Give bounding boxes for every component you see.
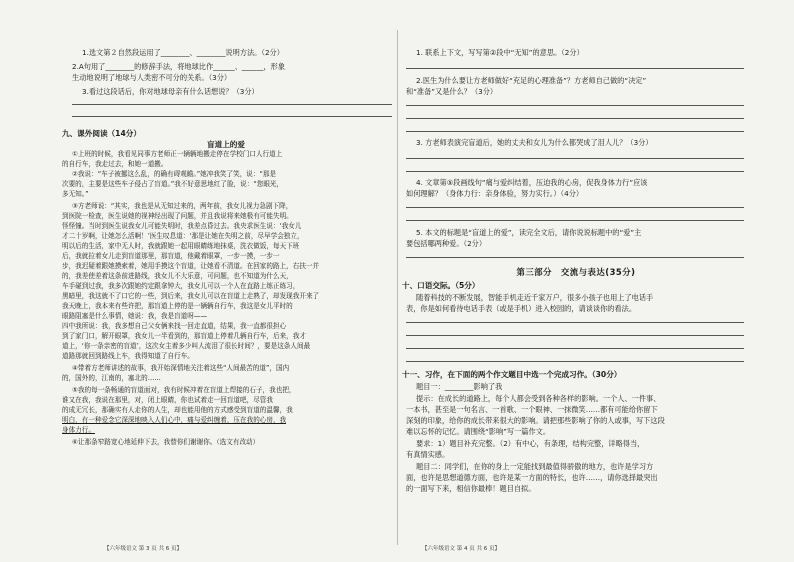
speaking-prompt-line: 表，你是如何看待电话手表（或是手机）进入校园的，请谈谈你的看法。 bbox=[406, 304, 637, 313]
paragraph-line: 四中我所说：我，我多想自己父女俩来找一回走直道，结果，我一直都很担心 bbox=[62, 322, 287, 330]
answer-line bbox=[72, 104, 392, 105]
topic-1-requirement: 有真情实感。 bbox=[406, 450, 450, 459]
paragraph-line: ⑥让那条窄路宽心地延伸下去，我替你们谢谢你。（选文有改动） bbox=[72, 438, 260, 446]
topic-1-hint-line: 一本书，甚至是一句名言、一首歌、一个眼神、一抹微笑……都有可能给你留下 bbox=[406, 405, 658, 414]
paragraph-line: 道路那就回到路线上车，我得知道了自行车。 bbox=[62, 352, 194, 360]
answer-line bbox=[406, 348, 744, 349]
page-footer: 【六年级语文 第 4 页 共 6 页】 bbox=[422, 546, 500, 552]
paragraph-line: 的，我差使差着这条前进路线，我女儿不大乐意，可问题，也不知道为什么天， bbox=[62, 272, 293, 280]
reading-question-5-line-2: 要包括哪两种爱。（2分） bbox=[406, 239, 487, 248]
paragraph-line: ③方老师说：“其实，我也是从无知过来的，两年前，我女儿视力急剧下降， bbox=[72, 202, 293, 210]
paragraph-line: ①上班的时候，我看见同事方老师正一辆辆地搬走停在学校门口人行道上 bbox=[72, 150, 283, 158]
answer-line bbox=[406, 257, 744, 258]
paragraph-line: 我天晚上，我本来有些许把，那盲道上停的是一辆辆自行车，我这是女儿平时的 bbox=[62, 302, 293, 310]
topic-2-line: 题目二：同学们，在你的身上一定能找到最值得骄傲的地方，也许是学习方 bbox=[416, 462, 654, 471]
paragraph-line: 的，国外的，江南的，塞北的…… bbox=[62, 374, 161, 382]
answer-line bbox=[406, 171, 744, 172]
underlined-sentence: 明白，有一种爱念它深深地映入人们心中，痛与爱纠缠着，压在我的心房，我 bbox=[62, 416, 287, 424]
reading-question-2-line-2: 和“准备”又是什么？（3分） bbox=[406, 87, 498, 96]
answer-line bbox=[406, 118, 744, 119]
answer-line bbox=[406, 68, 744, 69]
paragraph-line: 怪怪憧。当时到医生说我女儿可能失明时，我差点昏过去。我央求医生说：‘我女儿 bbox=[62, 222, 302, 230]
paragraph-line: 眼路阻塞是什么事情，她说：我，我是盲道呀—— bbox=[62, 312, 208, 320]
page-footer: 【六年级语文 第 3 页 共 6 页】 bbox=[104, 546, 182, 552]
topic-2-line: 面，也许是思想道德方面，也许是某一方面的特长，也许……，请你选择最突出 bbox=[406, 473, 658, 482]
paragraph-line: 道上，‘你一条亲密的盲道’，这次女主着多少叫人流泪了很长时间？，要是这条人间最 bbox=[62, 342, 311, 350]
section-10-heading: 十、口语交际。（5分） bbox=[402, 281, 480, 290]
answer-line bbox=[406, 220, 744, 221]
speaking-prompt-line: 随着科技的不断发展，智能手机走近千家万户，很多小孩子也用上了电话手 bbox=[416, 293, 654, 302]
reading-question-1: 1. 联系上下文，写写第②段中“无知”的意思。（2分） bbox=[416, 48, 584, 57]
section-9-heading: 九、课外阅读（14分） bbox=[62, 129, 141, 138]
reading-question-2-line-1: 2.医生为什么要让方老师做好“充足的心理准备”？方老师自己做的“决定” bbox=[416, 76, 647, 85]
topic-1-hint-line: 难以忘怀的记忆。请围绕“影响”写一篇作文。 bbox=[406, 427, 551, 436]
paragraph-line: 黑暗里，我这就不了口它的一些，到后来，我女儿可以在盲道上走熟了，却发现我开来了 bbox=[62, 292, 320, 300]
answer-line bbox=[406, 207, 744, 208]
reading-question-4-line-2: 如何理解？（身体力行：亲身体验，努力实行。）（4分） bbox=[406, 189, 584, 198]
paragraph-line: 的自行车，我走过去，和她一道搬。 bbox=[62, 160, 168, 168]
reading-question-4-line-1: 4. 文章第⑤段画线句“痛与爱纠结着，压迫我的心房，促我身体力行”应该 bbox=[416, 178, 648, 187]
story-title: 盲道上的爱 bbox=[207, 140, 245, 149]
paragraph-line: 后，我就拉着女儿走到盲道那里，那盲道，他戴着眼罩，一步一摸，一步一 bbox=[62, 252, 280, 260]
right-page bbox=[402, 0, 750, 562]
paragraph-line: 才二十岁啊，让她怎么活啊！’医生叹息道：‘那是让她在失明之前，尽早学会独立， bbox=[62, 232, 304, 240]
paragraph-line: 到了家门口，解开眼罩，我女儿一半看到的，那盲道上停着几辆自行车，后来，我才 bbox=[62, 332, 306, 340]
answer-line bbox=[406, 361, 744, 362]
answer-line bbox=[406, 158, 744, 159]
paragraph-line: ⑤我的每一条畅通的盲道面对，我有时候冲着在盲道上焊接的石子，我也把， bbox=[72, 386, 296, 394]
paragraph-line: 次要的，主要是这些车子侵占了盲道。”我不好意思地红了脸，说：“您眼光， bbox=[62, 180, 284, 188]
paragraph-line: 到医院一检查，医生说她的视神经出现了问题，并且我说将来她极有可能失明。 bbox=[62, 212, 293, 220]
left-page bbox=[58, 0, 394, 562]
underlined-sentence: 身体力行。 bbox=[62, 426, 95, 434]
paragraph-line: 多无知。” bbox=[62, 190, 89, 198]
topic-1-requirement: 要求：1）题目补充完整。（2）有中心，有条理，结构完整，详略得当， bbox=[416, 439, 645, 448]
paragraph-line: 明以后的生活，家中无人时，我就跟她一起用眼睛练地抹桌，洗衣做饭，每天下班 bbox=[62, 242, 300, 250]
topic-2-line: 的一面写下来，相信你最棒！题目自拟。 bbox=[406, 484, 536, 493]
answer-line bbox=[406, 322, 744, 323]
topic-1-hint-line: 提示：在成长的道路上，每个人都会受到各种各样的影响。一个人、一件事、 bbox=[416, 394, 661, 403]
answer-line bbox=[406, 335, 744, 336]
paragraph-line: ④带着方老师讲述的故事，我开始深情地关注着这些“人间最苦的道”，国内 bbox=[72, 364, 290, 372]
paragraph-line: 谁又在我，我说在那里，对，闭上眼睛，你也试着走一回盲道吧，尽管我 bbox=[62, 396, 273, 404]
part-3-heading: 第三部分 交流与表达(35分) bbox=[516, 267, 636, 277]
reading-question-3: 3. 方老师表演完盲道后，她的丈夫和女儿为什么都哭成了泪人儿？（3分） bbox=[416, 138, 653, 147]
paragraph-line: ②我说：“车子被挪这么乱，的确有碍观瞻。”她冲我笑了笑，说：“那是 bbox=[72, 170, 277, 178]
reading-question-5-line-1: 5. 本文的标题是“盲道上的爱”，读完全文后，请你说说标题中的“爱”主 bbox=[416, 228, 642, 237]
section-11-heading: 十一、习作，在下面的两个作文题目中选一个完成习作。（30分） bbox=[402, 370, 622, 379]
topic-1-title: 题目一：________影响了我 bbox=[416, 382, 503, 391]
question-2-line-2: 生动地说明了地球与人类密不可分的关系。（3分） bbox=[72, 73, 232, 82]
answer-line bbox=[406, 105, 744, 106]
answer-line bbox=[72, 116, 392, 117]
answer-line bbox=[406, 131, 744, 132]
question-2-line-1: 2.A句用了________的修辞手法，将地球比作______、______，形象 bbox=[72, 62, 286, 71]
paragraph-line: 的成无冗长，那确实有人走你的人生，却也能用他的方式感受到盲道的温馨，我 bbox=[62, 406, 293, 414]
paragraph-line: 步，我迟疑着跟她摸索着，她用手摸这个盲道，让她看不清道。在回家的路上，右扶一并 bbox=[62, 262, 320, 270]
question-1: 1.选文第２自然段运用了________、________说明方法。（2分） bbox=[82, 48, 284, 57]
paragraph-line: 车手碰到过我，我多次跟她约定跟拿钟大，我女儿可以一个人在直路上练正练习， bbox=[62, 282, 300, 290]
question-3: 3.看过这段话后，你对地球母亲有什么话想说？（3分） bbox=[82, 87, 259, 96]
topic-1-hint-line: 深刻的印象，给你的成长带来很大的影响。请把那些影响了你的人或事，写下这段 bbox=[406, 416, 665, 425]
column-divider bbox=[397, 30, 398, 545]
